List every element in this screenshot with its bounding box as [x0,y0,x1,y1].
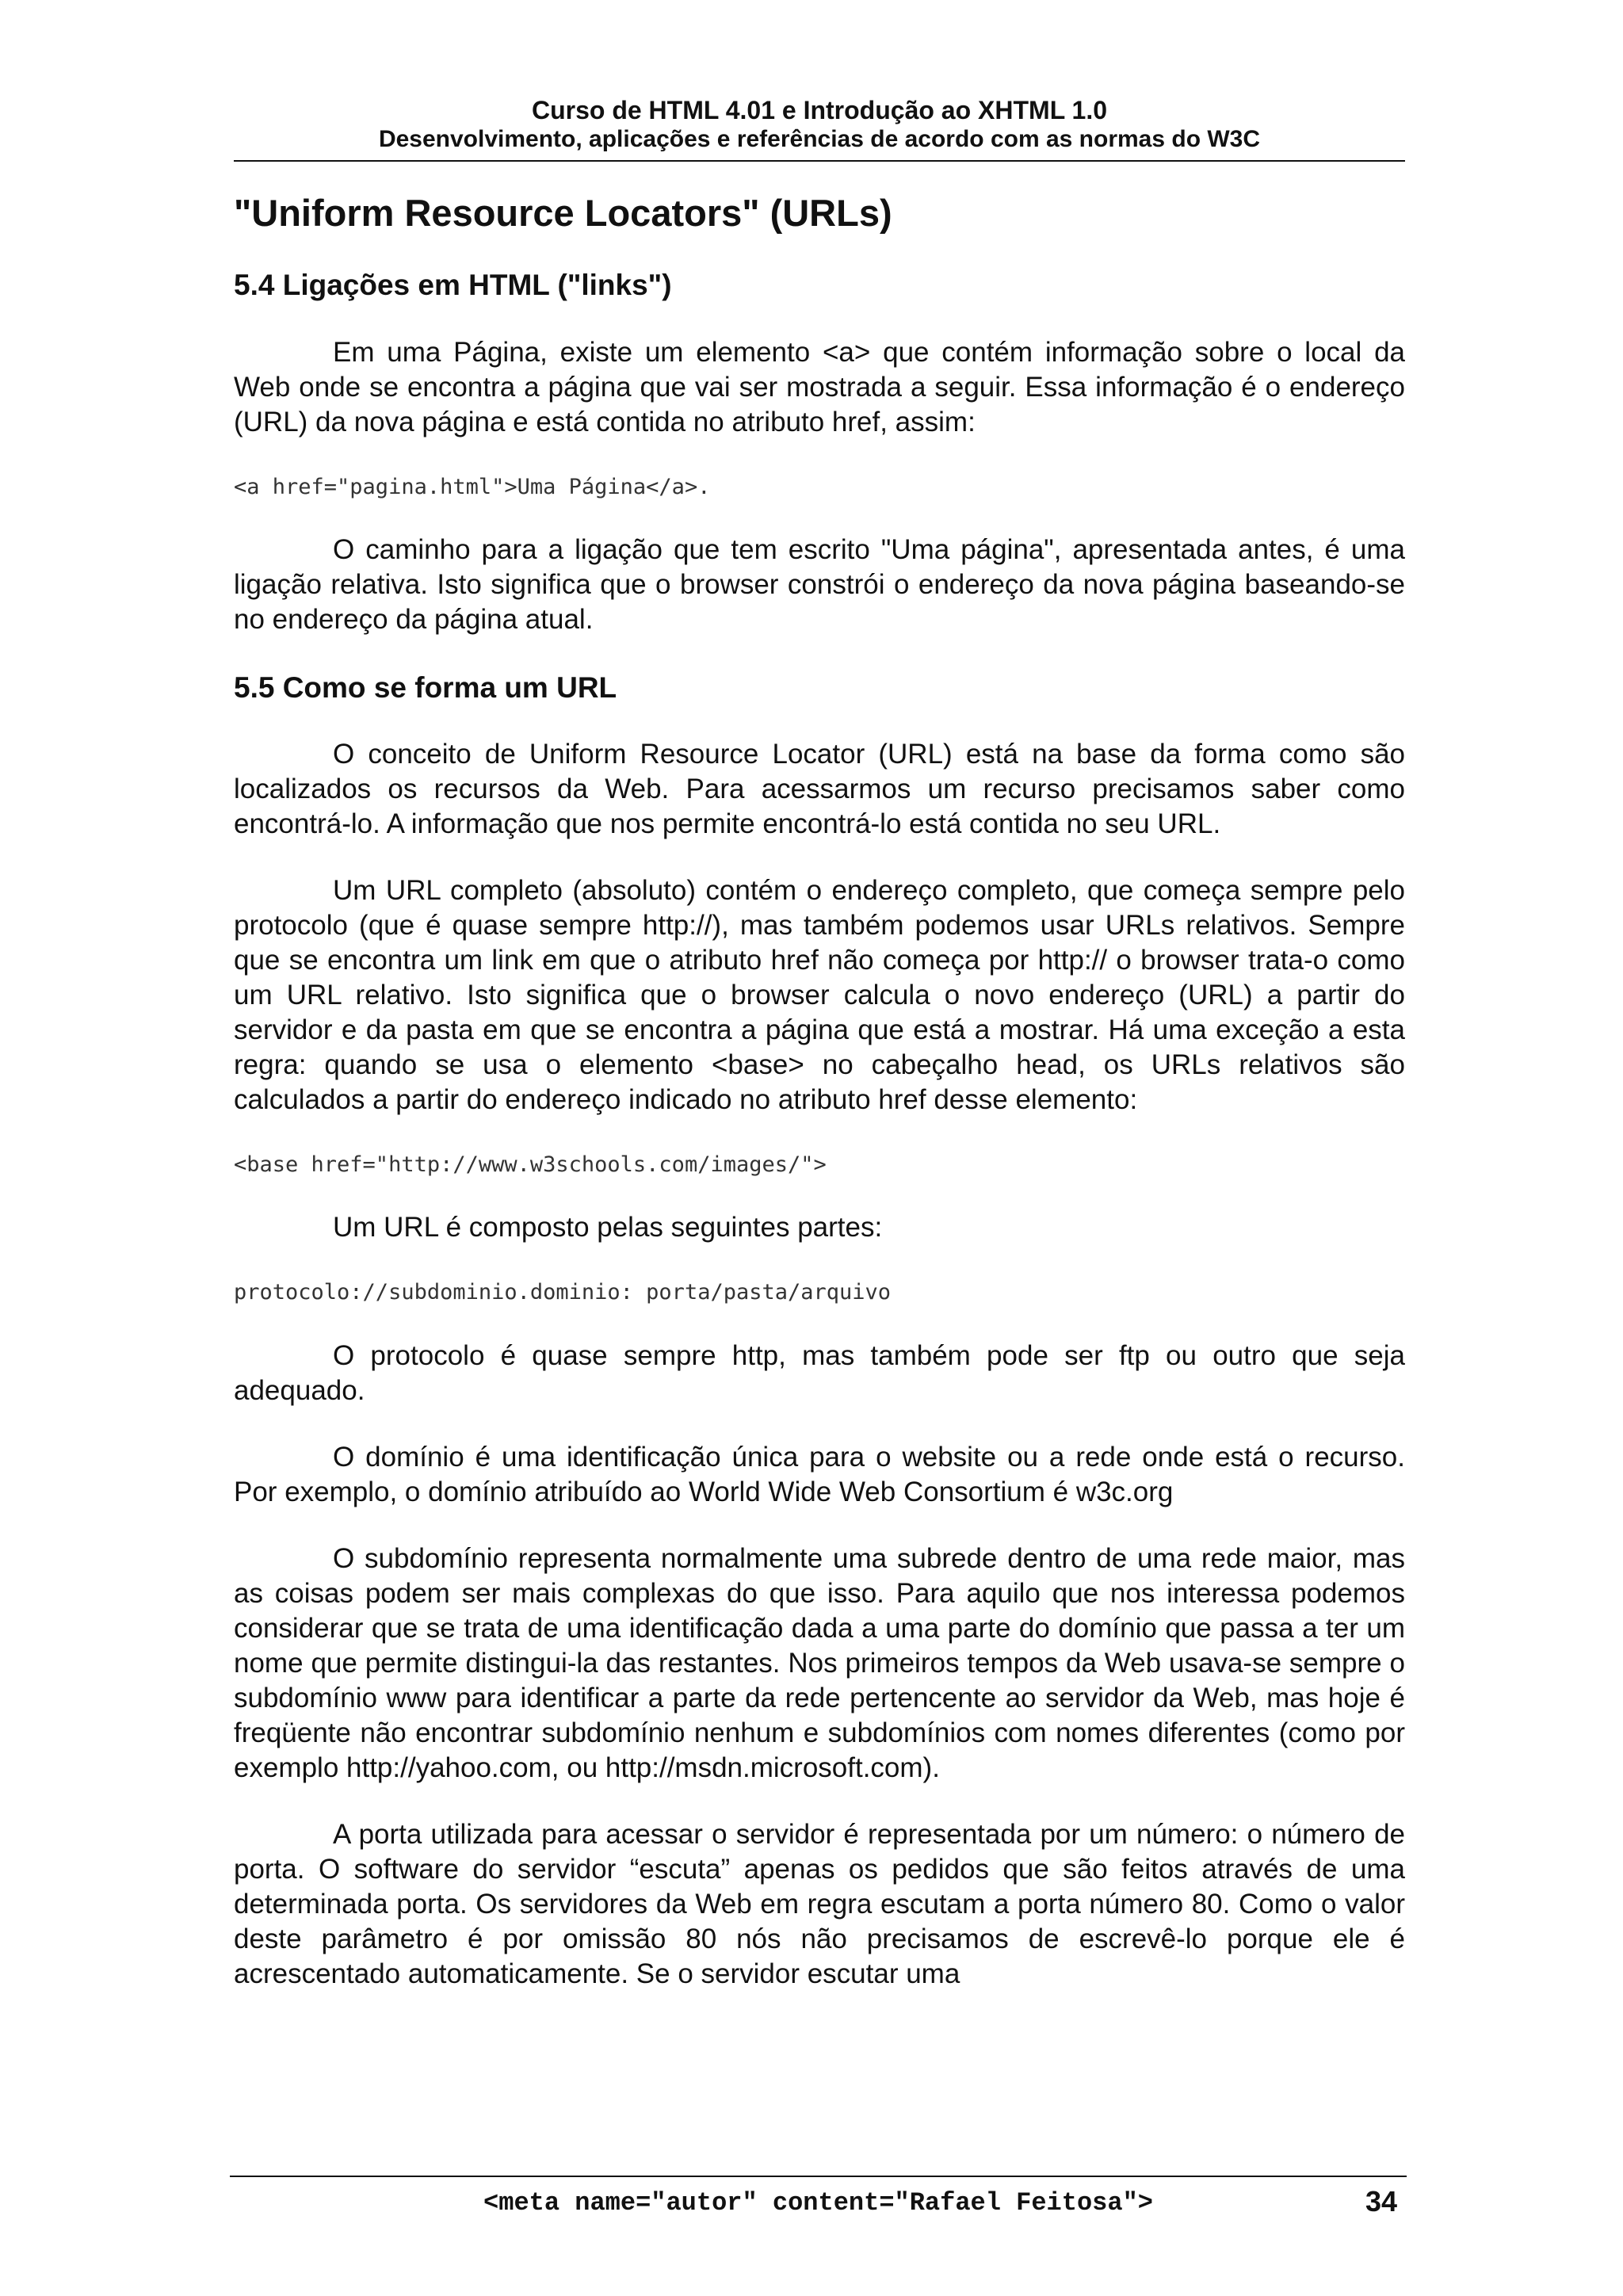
page-title: "Uniform Resource Locators" (URLs) [234,192,892,235]
section-heading-5-5: 5.5 Como se forma um URL [234,670,617,704]
paragraph: Um URL é composto pelas seguintes partes: [333,1212,883,1244]
paragraph: O protocolo é quase sempre http, mas também pode ser ftp ou outro que seja adequado. [234,1339,1405,1406]
code-example: <a href="pagina.html">Uma Página</a>. [234,474,711,499]
paragraph: Em uma Página, existe um elemento <a> que contém informação sobre o local da Web onde se encontra a página que vai ser mostrada a seguir. Essa informação é o endereço (URL) da nova página e está contida no atributo href, assim: [234,336,1405,437]
header-course-title: Curso de HTML 4.01 e Introdução ao XHTML 1.0 [531,96,1108,124]
running-footer [230,2176,1407,2225]
paragraph: O subdomínio representa normalmente uma subrede dentro de uma rede maior, mas as coisas podem ser mais complexas do que isso. Para aquilo que nos interessa podemos considerar que se trata de uma identificação dada a uma parte do domínio que passa a ter um nome que permite distingui-la das restantes. Nos primeiros tempos da Web usava-se sempre o subdomínio www para identificar a parte da rede pertencente ao servidor da Web, mas hoje é freqüente não encontrar subdomínio nenhum e subdomínios com nomes diferentes (como por exemplo http://yahoo.com, ou http://msdn.microsoft.com). [234,1542,1405,1783]
page-number: 34 [1365,2185,1397,2218]
code-example: protocolo://subdominio.dominio: porta/pasta/arquivo [234,1280,892,1305]
paragraph: A porta utilizada para acessar o servidor é representada por um número: o número de porta. O software do servidor “escuta” apenas os pedidos que são feitos através de uma determinada porta. Os servidores da Web em regra escutam a porta número 80. Como o valor deste parâmetro é por omissão 80 nós não precisamos de escrevê-lo porque ele é acrescentado automaticamente. Se o servidor escutar uma [234,1818,1405,1989]
paragraph: O conceito de Uniform Resource Locator (URL) está na base da forma como são localizados os recursos da Web. Para acessarmos um recurso precisamos saber como encontrá-lo. A informação que nos permite encontrá-lo está contida no seu URL. [234,739,1405,840]
running-header [234,95,1405,154]
header-subtitle: Desenvolvimento, aplicações e referências de acordo com as normas do W3C [378,126,1261,153]
paragraph: O domínio é uma identificação única para o website ou a rede onde está o recurso. Por exemplo, o domínio atribuído ao World Wide Web Consortium é w3c.org [234,1441,1405,1507]
code-example: <base href="http://www.w3schools.com/images/"> [234,1152,827,1178]
header-divider [234,160,1405,162]
footer-divider [230,2176,1407,2177]
paragraph: O caminho para a ligação que tem escrito "Uma página", apresentada antes, é uma ligação relativa. Isto significa que o browser constrói o endereço da nova página baseando-se no endereço da página atual. [234,533,1405,635]
footer-meta-tag: <meta name="autor" content="Rafael Feitosa"> [483,2188,1153,2218]
footer-row [230,2185,1407,2225]
document-page [234,95,1405,2219]
paragraph: Um URL completo (absoluto) contém o endereço completo, que começa sempre pelo protocolo (que é quase sempre http://), mas também podemos usar URLs relativos. Sempre que se encontra um link em que o atributo href não começa por http:// o browser trata-o como um URL relativo. Isto significa que o browser calcula o novo endereço (URL) a partir do servidor e da pasta em que se encontra a página que está a mostrar. Há uma exceção a esta regra: quando se usa o elemento <base> no cabeçalho head, os URLs relativos são calculados a partir do endereço indicado no atributo href desse elemento: [234,875,1405,1116]
section-heading-5-4: 5.4 Ligações em HTML ("links") [234,269,672,302]
